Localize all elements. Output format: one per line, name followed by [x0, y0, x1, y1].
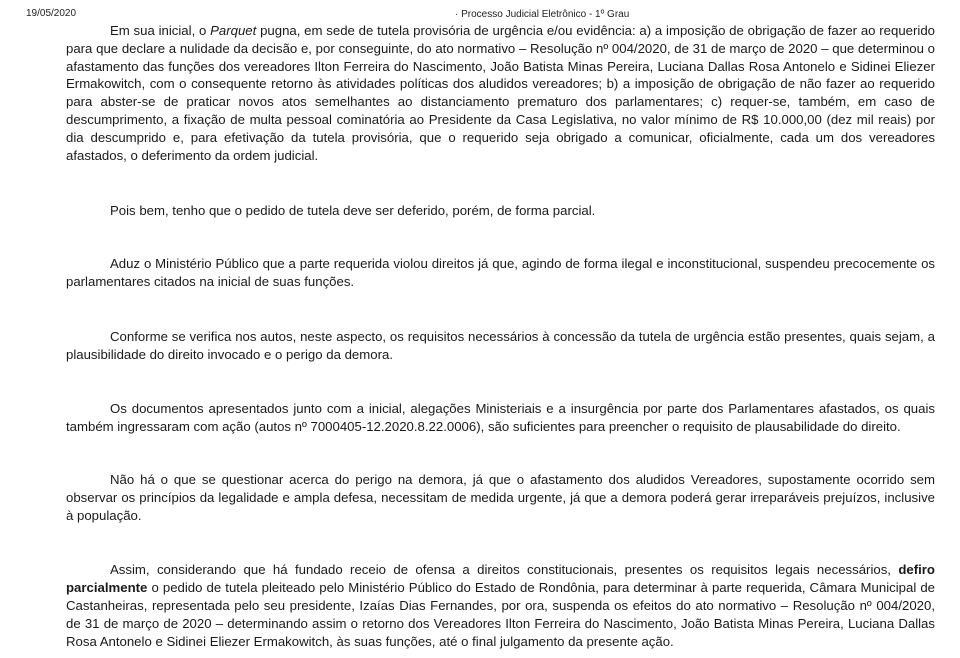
- print-date: 19/05/2020: [26, 8, 77, 19]
- paragraph-lead: Em sua inicial, o: [110, 23, 211, 38]
- paragraph-lead: Assim, considerando que há fundado receio de ofensa a direitos constitucionais, presentes os requisitos legais necessários,: [110, 562, 899, 578]
- document-body: [66, 22, 935, 650]
- paragraph-requirements: Conforme se verifica nos autos, neste aspecto, os requisitos necessários à concessão da tutela de urgência estão presentes, quais sejam, a plausibilidade do direito invocado e o perigo da demora.: [66, 328, 935, 362]
- parquet-term: Parquet: [210, 23, 257, 38]
- paragraph-decision-intro: Pois bem, tenho que o pedido de tutela deve ser deferido, porém, de forma parcial.: [110, 203, 596, 219]
- paragraph-rest: pugna, em sede de tutela provisória de urgência e/ou evidência: a) a imposição de obrigação de fazer ao requerido para que declare a nulidade da decisão e, por conseguinte, do ato normativo – Resolução nº 004/2020, de 31 de março de 2020 – que determinou o afastamento das funções dos vereadores Ilton Ferreira do Nascimento, João Batista Minas Pereira, Luciana Dallas Rosa Antonelo e Sidinei Eliezer Ermakowitch, com o consequente retorno às atividades políticas dos aludidos vereadores; b) a imposição de obrigação de não fazer ao requerido para abster-se de praticar novos atos semelhantes ao distanciamento prematuro dos parlamentares; c) requer-se, também, em caso de descumprimento, a fixação de multa pessoal cominatória ao Presidente da Casa Legislativa, no valor mínimo de R$ 10.000,00 (dez mil reais) por dia descumprido e, para efetivação da tutela provisória, que o requerido seja obrigado a comunicar, oficialmente, cada um dos vereadores afastados, o deferimento da ordem judicial.: [66, 23, 935, 163]
- ruling-emphasis: defiro parcialmente: [66, 562, 935, 596]
- paragraph-ministry-claim: Aduz o Ministério Público que a parte requerida violou direitos já que, agindo de forma ilegal e inconstitucional, suspendeu precocemente os parlamentares citados na inicial de suas funções.: [66, 256, 935, 289]
- paragraph-initial-request: [66, 22, 935, 164]
- paragraph-rest: o pedido de tutela pleiteado pelo Ministério Público do Estado de Rondônia, para determinar à parte requerida, Câmara Municipal de Castanheiras, representada pelo seu presidente, Izaías Dias Fernandes, por ora, suspenda os efeitos do ato normativo – Resolução nº 004/2020, de 31 de março de 2020 – determinando assim o retorno dos Vereadores Ilton Ferreira do Nascimento, João Batista Minas Pereira, Luciana Dallas Rosa Antonelo e Sidinei Eliezer Ermakowitch, às suas funções, até o final julgamento da presente ação.: [66, 580, 935, 649]
- header-title: · Processo Judicial Eletrônico - 1º Grau: [455, 9, 630, 20]
- paragraph-urgency: Não há o que se questionar acerca do perigo na demora, já que o afastamento dos aludidos Vereadores, supostamente ocorrido sem observar os princípios da legalidade e ampla defesa, necessitam de medida urgente, já que a demora poderá gerar irreparáveis prejuízos, inclusive à população.: [66, 471, 935, 523]
- paragraph-documents: Os documentos apresentados junto com a inicial, alegações Ministeriais e a insurgência por parte dos Parlamentares afastados, os quais também ingressaram com ação (autos nº 7000405-12.2020.8.22.0006), são suficientes para preencher o requisito de plausabilidade do direito.: [66, 401, 935, 435]
- paragraph-ruling: [66, 561, 935, 650]
